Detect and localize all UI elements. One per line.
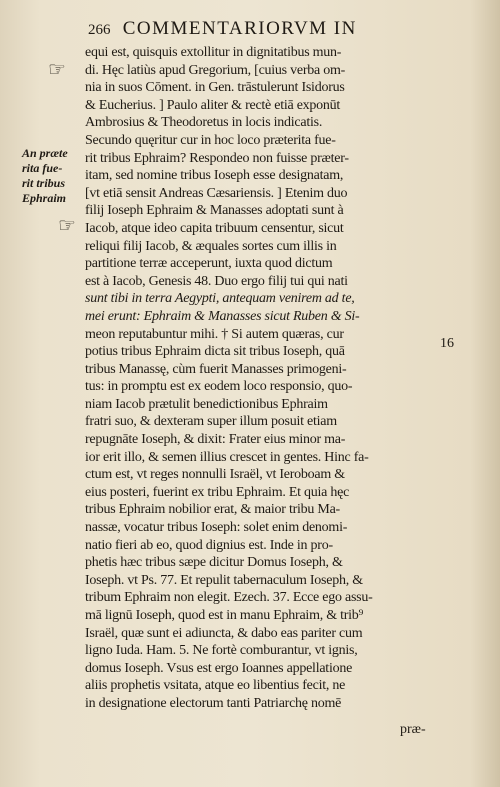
- side-number: 16: [440, 336, 454, 351]
- text-line: nia in suos Cōment. in Gen. trāstulerunt Isidorus: [85, 80, 345, 96]
- marginal-note-line: Ephraim: [22, 191, 67, 205]
- text-line: itam, sed nomine tribus Ioseph esse designatam,: [85, 168, 344, 184]
- text-line: potius tribus Ephraim dicta sit tribus Ioseph, quā: [85, 344, 345, 360]
- text-line: ctum est, vt reges nonnulli Israël, vt Ieroboam &: [85, 467, 345, 483]
- marginal-note-line: rit tribus: [22, 176, 66, 190]
- text-line: mā lignū Ioseph, quod est in manu Ephraim, & trib⁹: [85, 608, 364, 623]
- text-line: sunt tibi in terra Aegypti, antequam venirem ad te,: [85, 291, 355, 307]
- text-line: domus Ioseph. Vsus est ergo Ioannes appellatione: [85, 660, 353, 676]
- text-line: est à Iacob, Genesis 48. Duo ergo filij tui qui nati: [85, 273, 348, 289]
- text-line: di. Hęc latiùs apud Gregorium, [cuius verba om-: [85, 62, 346, 78]
- marginal-note: [22, 146, 84, 206]
- running-header: [88, 18, 428, 40]
- pointing-hand-icon: ☞: [58, 215, 76, 237]
- pointing-hand-icon: ☞: [48, 59, 66, 81]
- text-line: [vt etiā sensit Andreas Cæsariensis. ] Etenim duo: [85, 185, 348, 201]
- running-title: COMMENTARIORVM IN: [122, 18, 357, 39]
- page-number: 266: [88, 22, 111, 38]
- text-line: tribus Ephraim nobilior erat, & maior tribu Ma-: [85, 502, 340, 518]
- text-line: tus: in promptu est ex eodem loco responsio, quo-: [85, 379, 353, 395]
- text-line: filij Ioseph Ephraim & Manasses adoptati sunt à: [85, 203, 344, 219]
- text-line: Iacob, atque ideo capita tribuum censentur, sicut: [85, 220, 344, 236]
- text-line: & Eucherius. ] Paulo aliter & rectè etiā exponūt: [85, 97, 341, 113]
- text-line: natio fieri ab eo, quod dignius est. Inde in pro-: [85, 537, 333, 553]
- text-line: fratri suo, & dexteram super illum posuit etiam: [85, 414, 337, 430]
- text-line: meon reputabuntur mihi. † Si autem quæras, cur: [85, 326, 344, 342]
- text-line: tribum Ephraim non elegit. Ezech. 37. Ecce ego assu-: [85, 590, 373, 606]
- text-line: ligno Iuda. Ham. 5. Ne fortè comburantur, vt ignis,: [85, 643, 358, 659]
- text-line: partitione terræ acceperunt, iuxta quod dictum: [85, 256, 333, 272]
- text-line: equi est, quisquis extollitur in dignitatibus mun-: [85, 45, 342, 60]
- text-line: phetis hæc tribus sæpe dicitur Domus Ioseph, &: [85, 555, 343, 571]
- text-line: aliis prophetis vsitata, atque eo libentius fecit, ne: [85, 678, 346, 694]
- text-line: niam Iacob prætulit benedictionibus Ephraim: [85, 396, 328, 412]
- text-line: Ambrosius & Theodoretus in locis indicatis.: [85, 115, 323, 131]
- marginal-note-line: rita fue-: [22, 161, 63, 175]
- text-line: repugnāte Ioseph, & dixit: Frater eius minor ma-: [85, 432, 346, 448]
- text-line: in designatione electorum tanti Patriarchę nomē: [85, 695, 342, 711]
- text-line: reliqui filij Iacob, & æquales sortes cum illis in: [85, 238, 337, 254]
- text-line: mei erunt: Ephraim & Manasses sicut Ruben & Si-: [85, 308, 360, 324]
- text-line: Israël, quæ sunt ei adiuncta, & dabo eas pariter cum: [85, 625, 363, 641]
- text-line: eius posteri, fuerint ex tribu Ephraim. Et quia hęc: [85, 484, 350, 500]
- marginal-note-line: An præte: [22, 146, 68, 160]
- text-line: rit tribus Ephraim? Respondeo non fuisse præter-: [85, 150, 349, 166]
- text-line: nassæ, vocatur tribus Ioseph: solet enim denomi-: [85, 520, 348, 536]
- text-line: Ioseph. vt Ps. 77. Et repulit tabernaculum Ioseph, &: [85, 572, 363, 588]
- text-line: ior erit illo, & semen illius crescet in gentes. Hinc fa-: [85, 449, 369, 465]
- text-line: Secundo quęritur cur in hoc loco præterita fue-: [85, 132, 336, 148]
- text-line: tribus Manassę, cùm fuerit Manasses primogeni-: [85, 361, 347, 377]
- body-text: [85, 44, 430, 713]
- catchword: præ-: [400, 722, 426, 737]
